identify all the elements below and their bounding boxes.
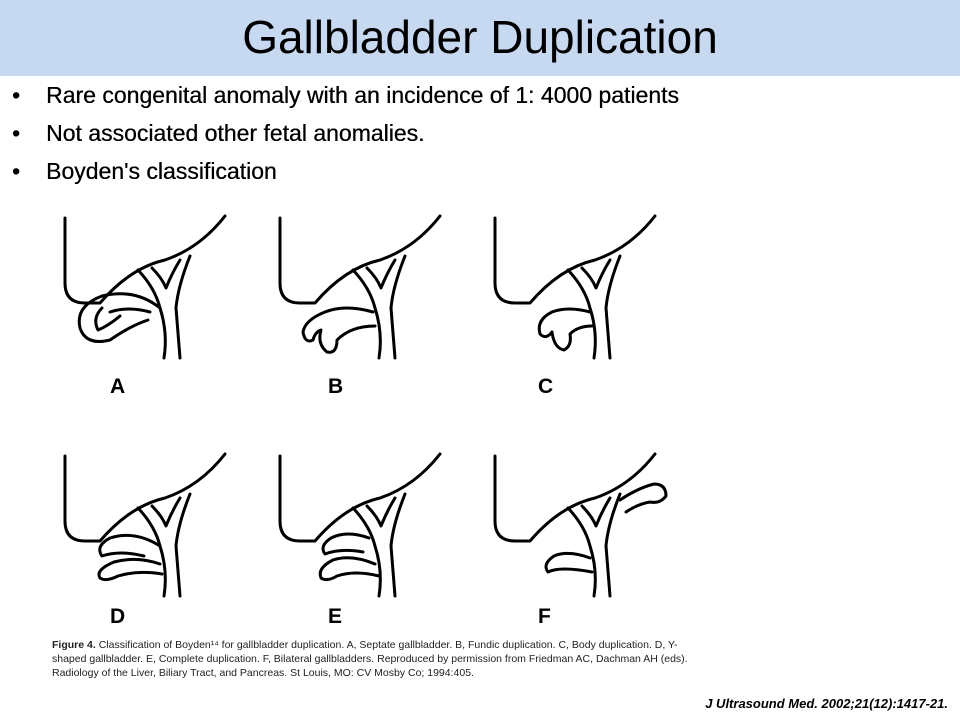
- bullet-dot-icon: •: [12, 120, 21, 146]
- panel-a-drawing: [65, 216, 225, 358]
- bullet-dot-icon: •: [12, 158, 21, 184]
- panel-e-label: E: [328, 605, 343, 628]
- panel-d-drawing: [65, 454, 225, 596]
- citation: J Ultrasound Med. 2002;21(12):1417-21.: [705, 696, 948, 711]
- slide-title: Gallbladder Duplication: [242, 11, 718, 63]
- bullet-text: Boyden's classification: [46, 158, 277, 184]
- panel-c-drawing: [495, 216, 655, 358]
- caption-text: Classification of Boyden¹⁴ for gallbladder duplication. A, Septate gallbladder. B, Fundic duplication. C, Body duplication. D, Y-shaped gallbladder. E, Complete duplication. F, Bilateral gallbladders. Reproduced by permission from Friedman AC, Dachman AH (eds). Radiology of the Liver, Biliary Tract, and Pancreas. St Louis, MO: CV Mosby Co; 1994:405.: [52, 639, 688, 679]
- caption-label: Figure 4.: [52, 639, 96, 651]
- panel-c-label: C: [538, 375, 554, 398]
- panel-a-label: A: [110, 375, 126, 398]
- bullet-dot-icon: •: [12, 82, 21, 108]
- panel-b-label: B: [328, 375, 344, 398]
- panel-e-drawing: [280, 454, 440, 596]
- bullet-item: [12, 158, 679, 184]
- bullet-list: [12, 82, 679, 196]
- figure-caption: [52, 638, 702, 680]
- panel-d-label: D: [110, 605, 126, 628]
- bullet-text: Rare congenital anomaly with an incidence of 1: 4000 patients: [46, 82, 679, 108]
- panel-f-drawing: [495, 454, 666, 596]
- bullet-item: [12, 82, 679, 108]
- bullet-item: [12, 120, 679, 146]
- panel-b-drawing: [280, 216, 440, 358]
- panel-f-label: F: [538, 605, 551, 628]
- bullet-text: Not associated other fetal anomalies.: [46, 120, 425, 146]
- boyden-classification-figure: [40, 208, 720, 628]
